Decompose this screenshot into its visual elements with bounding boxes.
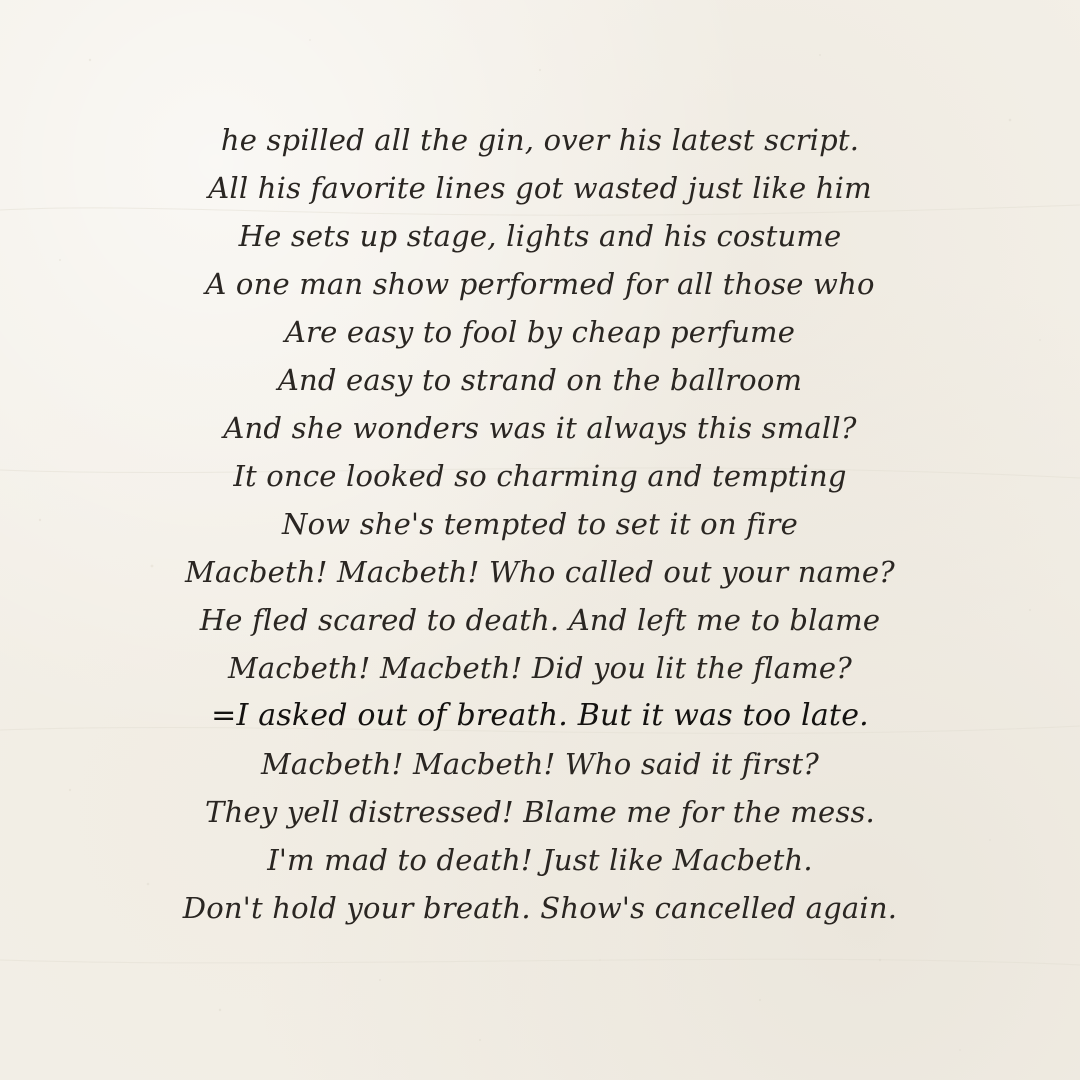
poem-line: Macbeth! Macbeth! Who called out your name?: [185, 555, 895, 589]
poem-line: Are easy to fool by cheap perfume: [284, 315, 796, 349]
poem-line: he spilled all the gin, over his latest script.: [220, 123, 860, 157]
poem-line: Don't hold your breath. Show's cancelled again.: [182, 891, 898, 925]
poem-line: And easy to strand on the ballroom: [277, 363, 803, 397]
poem-text: [140, 116, 940, 932]
poem-line: Now she's tempted to set it on fire: [282, 507, 798, 541]
poem-line: It once looked so charming and tempting: [233, 459, 847, 493]
poem-line: And she wonders was it always this small?: [223, 411, 857, 445]
poem-line: I'm mad to death! Just like Macbeth.: [267, 843, 813, 877]
poem-line: They yell distressed! Blame me for the mess.: [205, 795, 875, 829]
poem-line: He sets up stage, lights and his costume: [238, 219, 842, 253]
poem-line: A one man show performed for all those who: [205, 267, 875, 301]
poem-line: Macbeth! Macbeth! Did you lit the flame?: [228, 651, 852, 685]
poem-line: He fled scared to death. And left me to blame: [199, 603, 881, 637]
poem-line: Macbeth! Macbeth! Who said it first?: [260, 747, 819, 781]
poem-line: All his favorite lines got wasted just like him: [208, 171, 872, 205]
poem-line: =I asked out of breath. But it was too late.: [211, 698, 869, 733]
